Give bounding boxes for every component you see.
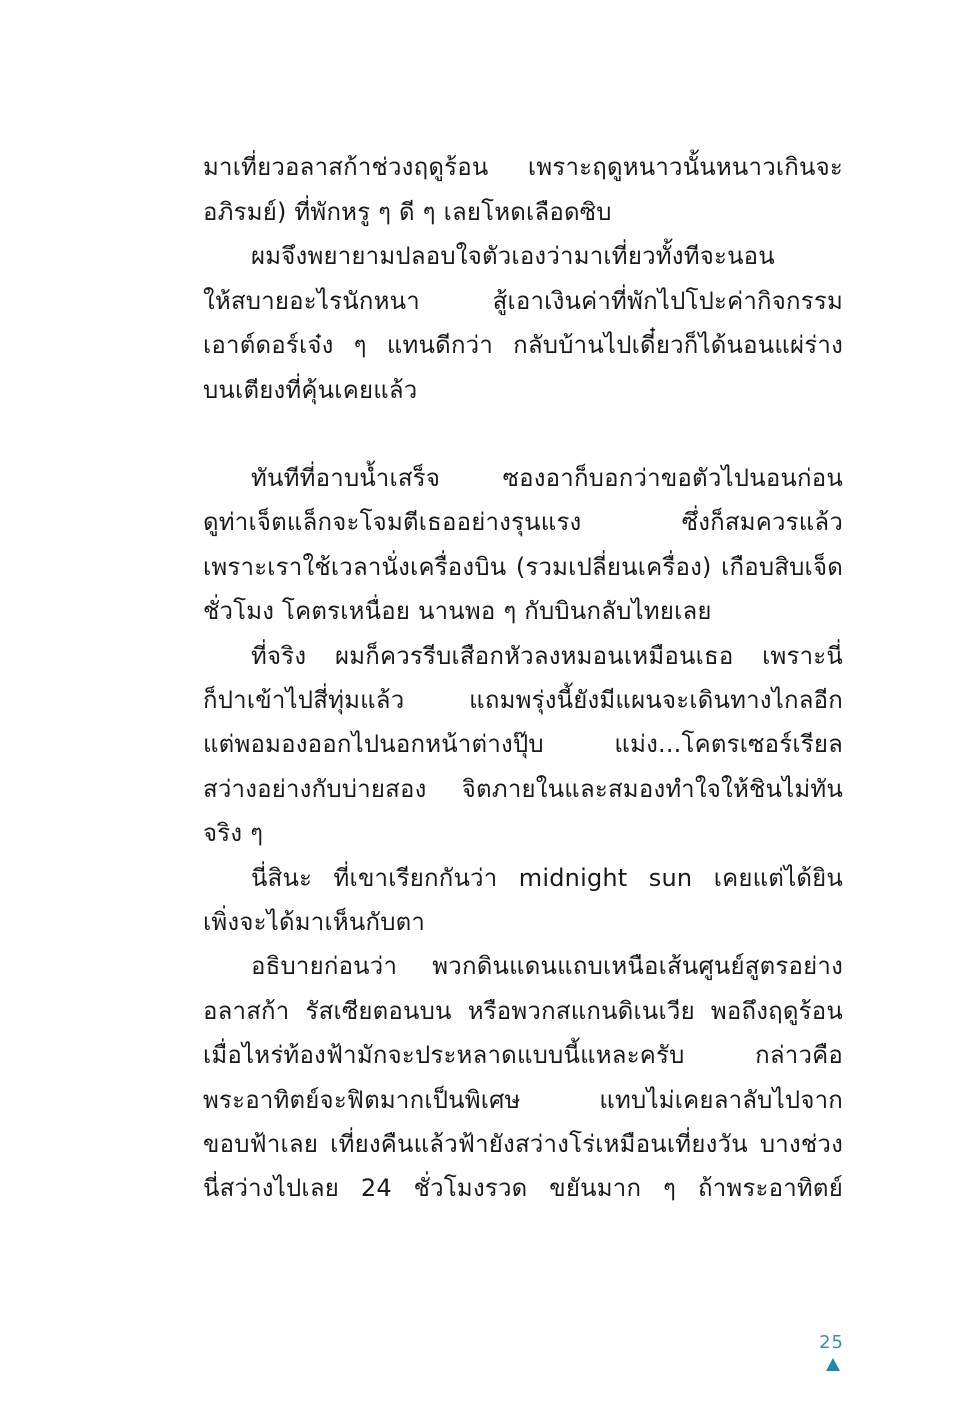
text-line: ดูท่าเจ็ตแล็กจะโจมตีเธออย่างรุนแรง ซึ่งก็สมควรแล้ว bbox=[203, 508, 843, 536]
text-line: เพราะเราใช้เวลานั่งเครื่องบิน (รวมเปลี่ยนเครื่อง) เกือบสิบเจ็ด bbox=[203, 553, 843, 581]
text-line: เพิ่งจะได้มาเห็นกับตา bbox=[203, 908, 426, 936]
text-line: นี่สินะ ที่เขาเรียกกันว่า midnight sun เคยแต่ได้ยิน bbox=[251, 864, 843, 892]
text-line: มาเที่ยวอลาสก้าช่วงฤดูร้อน เพราะฤดูหนาวนั้นหนาวเกินจะ bbox=[203, 153, 843, 181]
text-line: อลาสก้า รัสเซียตอนบน หรือพวกสแกนดิเนเวีย พอถึงฤดูร้อน bbox=[203, 997, 843, 1025]
text-line: เอาต์ดอร์เจ๋ง ๆ แทนดีกว่า กลับบ้านไปเดี๋ยวก็ได้นอนแผ่ร่าง bbox=[203, 331, 843, 359]
text-line: อภิรมย์) ที่พักหรู ๆ ดี ๆ เลยโหดเลือดซิบ bbox=[203, 198, 612, 226]
page-number: 25 bbox=[819, 1332, 844, 1353]
text-line: แต่พอมองออกไปนอกหน้าต่างปุ๊บ แม่ง...โคตรเซอร์เรียล bbox=[203, 730, 843, 758]
text-line: ขอบฟ้าเลย เที่ยงคืนแล้วฟ้ายังสว่างโร่เหมือนเที่ยงวัน บางช่วง bbox=[203, 1130, 843, 1158]
text-line: สว่างอย่างกับบ่ายสอง จิตภายในและสมองทำใจให้ชินไม่ทัน bbox=[203, 775, 843, 803]
text-line: ผมจึงพยายามปลอบใจตัวเองว่ามาเที่ยวทั้งทีจะนอน bbox=[251, 242, 775, 270]
text-line: ก็ปาเข้าไปสี่ทุ่มแล้ว แถมพรุ่งนี้ยังมีแผนจะเดินทางไกลอีก bbox=[203, 686, 843, 714]
text-line: พระอาทิตย์จะฟิตมากเป็นพิเศษ แทบไม่เคยลาลับไปจาก bbox=[203, 1086, 843, 1114]
text-line: นี่สว่างไปเลย 24 ชั่วโมงรวด ขยันมาก ๆ ถ้าพระอาทิตย์ bbox=[203, 1174, 843, 1202]
text-line: จริง ๆ bbox=[203, 819, 264, 847]
text-line: ทันทีที่อาบน้ำเสร็จ ซองอาก็บอกว่าขอตัวไปนอนก่อน bbox=[251, 464, 843, 492]
text-line: ที่จริง ผมก็ควรรีบเสือกหัวลงหมอนเหมือนเธอ เพราะนี่ bbox=[251, 642, 843, 670]
triangle-marker-icon bbox=[826, 1358, 840, 1371]
text-line: อธิบายก่อนว่า พวกดินแดนแถบเหนือเส้นศูนย์สูตรอย่าง bbox=[251, 952, 843, 980]
text-line: บนเตียงที่คุ้นเคยแล้ว bbox=[203, 376, 418, 404]
text-line: ให้สบายอะไรนักหนา สู้เอาเงินค่าที่พักไปโปะค่ากิจกรรม bbox=[203, 287, 843, 315]
text-line: ชั่วโมง โคตรเหนื่อย นานพอ ๆ กับบินกลับไทยเลย bbox=[203, 597, 712, 625]
text-line: เมื่อไหร่ท้องฟ้ามักจะประหลาดแบบนี้แหละครับ กล่าวคือ bbox=[203, 1041, 843, 1069]
